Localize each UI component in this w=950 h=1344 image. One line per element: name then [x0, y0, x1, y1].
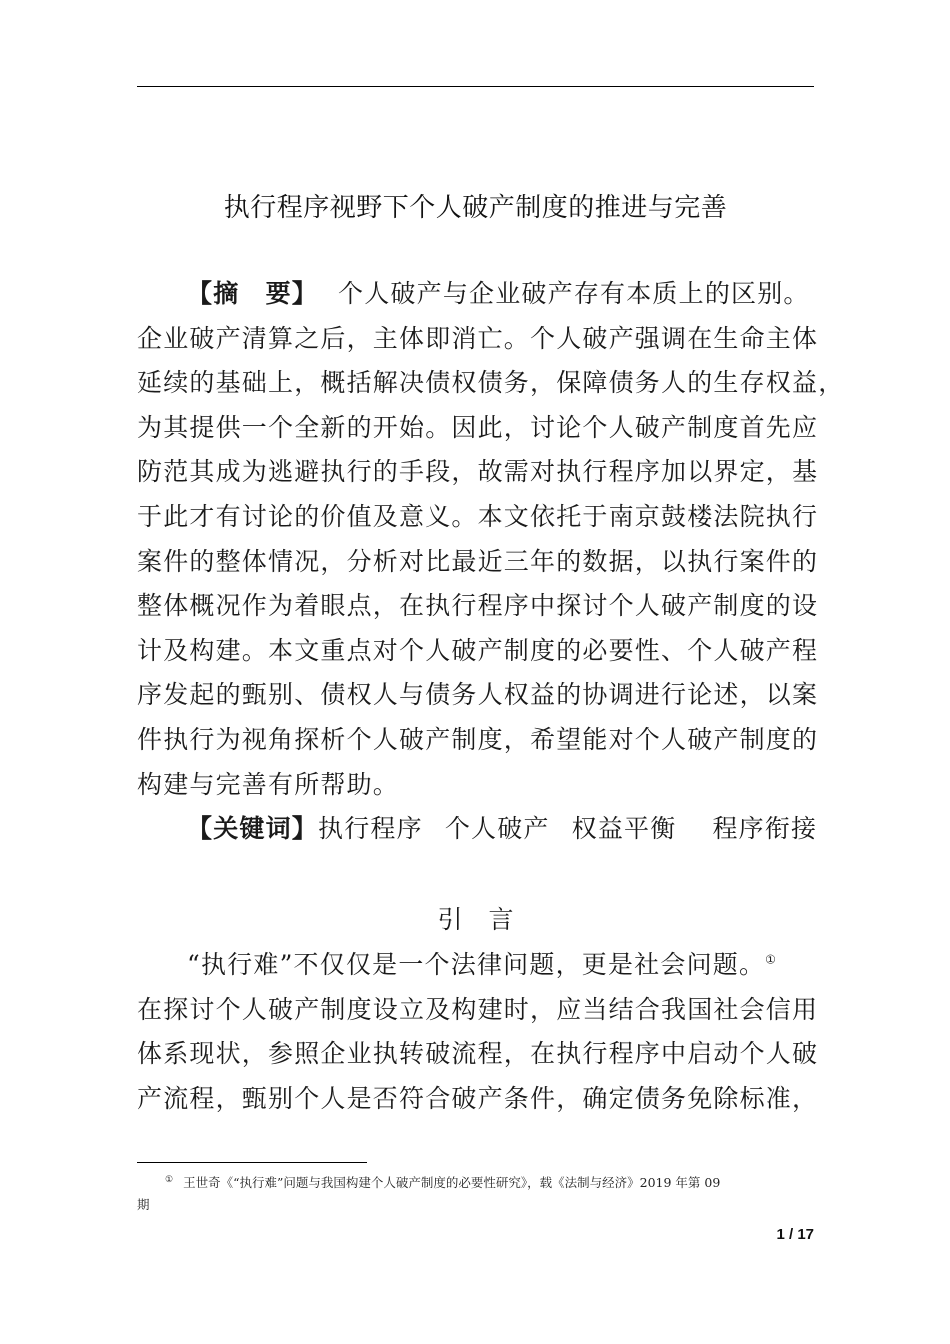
header-rule [137, 86, 814, 87]
abstract-line: 企业破产清算之后，主体即消亡。个人破产强调在生命主体 [137, 323, 819, 353]
abstract-line: 案件的整体情况，分析对比最近三年的数据，以执行案件的 [137, 546, 819, 576]
abstract-label: 【摘 要】 [187, 279, 319, 308]
section-line-text: “执行难”不仅仅是一个法律问题，更是社会问题。 [187, 950, 766, 979]
footnote-text: 王世奇《“执行难”问题与我国构建个人破产制度的必要性研究》，载《法制与经济》2019 年第 09 [183, 1175, 721, 1190]
section-body [137, 943, 817, 1121]
keyword: 程序衔接 [712, 814, 818, 844]
abstract-line: 件执行为视角探析个人破产制度，希望能对个人破产制度的 [137, 724, 819, 754]
keywords-label: 【关键词】 [187, 814, 319, 844]
document-title: 执行程序视野下个人破产制度的推进与完善 [223, 193, 728, 223]
keywords-line [137, 807, 817, 852]
section-title: 引言 [437, 905, 540, 934]
abstract-line: 序发起的甄别、债权人与债务人权益的协调进行论述，以案 [137, 680, 819, 710]
footnote-number: ① [165, 1174, 174, 1185]
abstract-line: 计及构建。本文重点对个人破产制度的必要性、个人破产程 [137, 635, 819, 665]
keyword: 个人破产 [444, 814, 550, 844]
abstract-line: 于此才有讨论的价值及意义。本文依托于南京鼓楼法院执行 [137, 501, 819, 531]
section-line: 体系现状，参照企业执转破流程，在执行程序中启动个人破 [137, 1039, 819, 1069]
footnote-line [137, 1172, 814, 1194]
section-line: 产流程，甄别个人是否符合破产条件，确定债务免除标准， [137, 1083, 819, 1113]
abstract-line: 个人破产与企业破产存有本质上的区别。 [338, 279, 810, 308]
keyword: 权益平衡 [571, 814, 677, 844]
footnote-line: 期 [137, 1197, 150, 1212]
footnote-marker[interactable]: ① [765, 952, 776, 967]
abstract-line: 构建与完善有所帮助。 [137, 769, 400, 799]
abstract-first-line [137, 272, 817, 317]
page-number: 1 / 17 [776, 1226, 814, 1243]
section-line: 在探讨个人破产制度设立及构建时，应当结合我国社会信用 [137, 994, 819, 1024]
keyword: 执行程序 [318, 814, 423, 844]
footnote-rule [137, 1162, 367, 1163]
abstract-line: 整体概况作为着眼点，在执行程序中探讨个人破产制度的设 [137, 591, 819, 621]
footnote [137, 1172, 814, 1216]
abstract-line: 防范其成为逃避执行的手段，故需对执行程序加以界定，基 [137, 457, 819, 487]
abstract-line: 延续的基础上，概括解决债权债务，保障债务人的生存权益， [137, 368, 845, 398]
section-line [137, 943, 817, 988]
abstract-line: 为其提供一个全新的开始。因此，讨论个人破产制度首先应 [137, 412, 819, 442]
abstract-block [137, 272, 845, 852]
